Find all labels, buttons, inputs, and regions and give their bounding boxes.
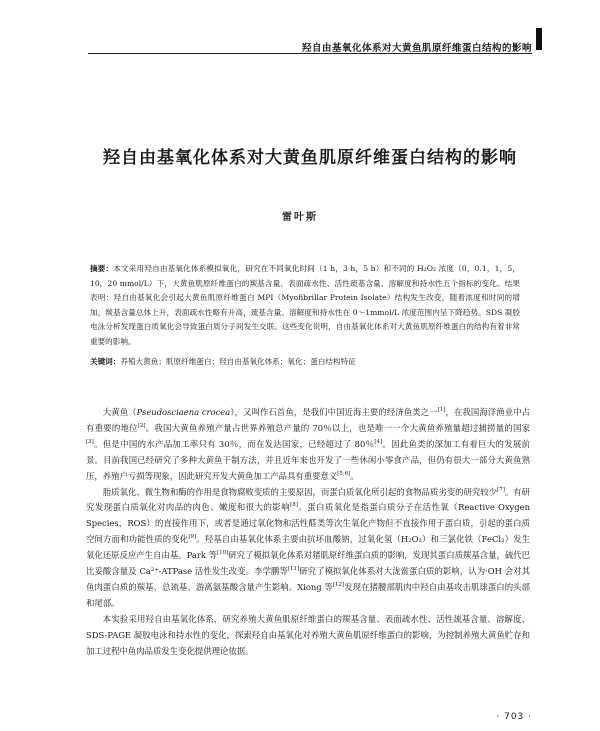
citation: [11] (287, 566, 300, 573)
author-name: 雷叶斯 (282, 212, 318, 223)
citation: [1] (437, 407, 446, 414)
text-run: 。我国大黄鱼养殖产量占世界养殖总产量的 70％以上，也是唯一一个大黄鱼养殖量超过捕捞量的国家 (145, 422, 531, 433)
text-run: 发现在猪腰部肌肉中羟自由基攻击肌球蛋白的头部和尾部。 (86, 581, 531, 608)
text-run: 。但是中国的水产品加工率只有 30％，而在发达国家，已经超过了 80％ (93, 438, 375, 449)
citation: [8] (290, 502, 298, 509)
text-run: ，在我国海洋渔业中占有重要的地位 (86, 407, 530, 433)
text-run: 。羟基自由基氧化体系主要由抗坏血酸钠，过氧化氢（H₂O₂）和三氯化铁（FeCl₃）发生氧化还原反应产生自由基。Park 等 (86, 534, 530, 561)
keywords-label: 关键词： (90, 357, 121, 366)
citation: [5,6] (337, 470, 351, 477)
abstract-text: 本文采用羟自由基氧化体系模拟氧化，研究在不同氧化时间（1 h，3 h，5 h）和不同的 H₂O₂ 浓度（0，0.1，1，5，10，20 mmol/L）下，大黄鱼肌原纤维蛋白的羰基含量、表面疏水性、活性巯基含量、溶解度和持水性五个指标的变化。结果表明：羟自由基氧化会引起大黄鱼肌原纤维蛋白 MPI（Myofibrillar Protein Isolate）结构发生改变，随着浓度和时间的增加，羰基含量总体上升，表面疏水性略有升高，巯基含量、溶解度和持水性在 0～1mmol/L 浓度范围内呈下降趋势。SDS 凝胶电泳分析发现蛋白质氧化会导致蛋白质分子间发生交联。这些变化说明，自由基氧化体系对大黄鱼肌原纤维蛋白的结构有着非常重要的影响。 (90, 264, 520, 346)
text-run: 。 (350, 470, 359, 481)
corner-mark (536, 28, 542, 50)
page-number: · 703 · (496, 712, 532, 722)
text-run: 研究了模拟氧化体系对猪肌原纤维蛋白质的影响，发现其蛋白质羰基含量，硫代巴比妥酸含量及 Ca²⁺-ATPase 活性发生改变。李学鹏等 (86, 550, 530, 577)
body-text (86, 405, 530, 660)
citation: [10] (216, 550, 229, 557)
text-run: ），又叫作石首鱼，是我们中国近海主要的经济鱼类之一 (230, 407, 438, 417)
article-title: 羟自由基氧化体系对大黄鱼肌原纤维蛋白结构的影响 (103, 148, 517, 168)
text-run: 研究了模拟氧化体系对大泷鲎蛋白质的影响，认为·OH 会对其鱼肉蛋白质的羰基、总巯基、游离氨基酸含量产生影响。Xiong 等 (86, 566, 530, 592)
page-header (88, 36, 532, 54)
text-run: 。因此鱼类的深加工有着巨大的发展前景。目前我国已经研究了多种大黄鱼干制方法，并且近年来也开发了一些休闲小零食产品，但仍有很大一部分大黄鱼熟压，养殖户亏损等现象，因此研究开发大黄鱼加工产品具有重要意义 (86, 438, 531, 481)
paragraph-3: 本实验采用羟自由基氧化体系，研究养殖大黄鱼肌原纤维蛋白的羰基含量、表面疏水性、活性巯基含量、溶解度、SDS-PAGE 凝胶电泳和持水性的变化，探索羟自由基氧化对养殖大黄鱼肌原纤维蛋白的影响，为控制养殖大黄鱼贮存和加工过程中鱼肉品质发生变化提供理论依据。 (86, 613, 530, 656)
citation: [3] (86, 439, 94, 446)
keywords-text: 养殖大黄鱼；肌原纤维蛋白；羟自由基氧化体系；氧化；蛋白结构特征 (120, 357, 356, 366)
citation: [12] (332, 582, 345, 589)
paragraph-2 (86, 485, 530, 612)
text-run: 脂质氧化、微生物和酶的作用是食物腐败变质的主要原因，而蛋白质氧化所引起的食物品质劣变的研究较少 (102, 486, 498, 497)
citation: [4] (374, 439, 383, 446)
citation: [2] (137, 423, 146, 430)
paragraph-1 (86, 405, 530, 485)
citation: [7] (497, 486, 505, 493)
species-name: Pseudosciaena crocea (136, 407, 231, 417)
citation: [9] (188, 534, 197, 541)
keywords (90, 355, 520, 370)
abstract-block (90, 262, 520, 370)
abstract (90, 262, 520, 349)
text-run: 。有研究发现蛋白质氧化对肉品的肉色、嫩度和很大的影响 (86, 486, 531, 513)
running-title: 羟自由基氧化体系对大黄鱼肌原纤维蛋白结构的影响 (301, 43, 532, 54)
text-run: 。蛋白质氧化是指蛋白质分子在活性氧（Reactive Oxygen Species，ROS）的直接作用下，或者是通过氧化物和活性醛类等次生氧化产物但不直接作用于蛋白质，引起的蛋白质空间方面和功能性质的变化 (86, 502, 531, 545)
abstract-label: 摘要： (90, 264, 114, 273)
text-run: 大黄鱼（ (102, 407, 137, 417)
